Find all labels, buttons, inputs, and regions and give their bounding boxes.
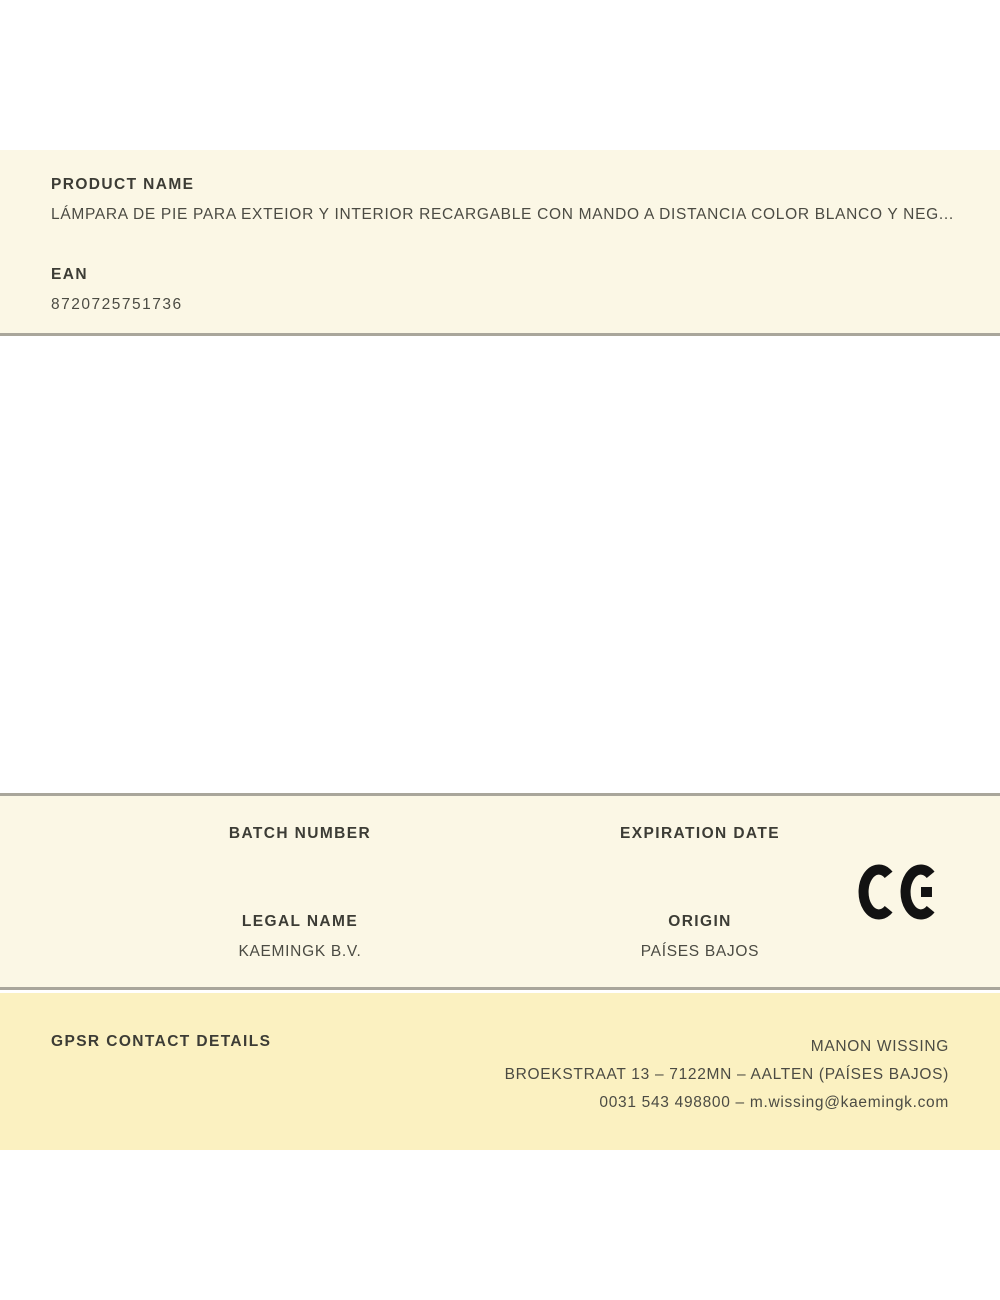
legal-name-value: KAEMINGK B.V. <box>238 943 362 960</box>
batch-info-section <box>0 793 1000 990</box>
origin-value: PAÍSES BAJOS <box>640 943 760 960</box>
gpsr-contact-details-label: GPSR CONTACT DETAILS <box>51 1033 272 1050</box>
product-info-section <box>0 150 1000 336</box>
legal-name-label: LEGAL NAME <box>241 913 359 930</box>
ce-mark-icon <box>858 864 942 920</box>
ean-value: 8720725751736 <box>51 296 183 313</box>
batch-number-label: BATCH NUMBER <box>228 825 372 842</box>
expiration-date-label: EXPIRATION DATE <box>620 825 780 842</box>
contact-address: BROEKSTRAAT 13 – 7122MN – AALTEN (PAÍSES BAJOS) <box>504 1066 949 1083</box>
ean-label: EAN <box>51 266 88 283</box>
contact-phone-email: 0031 543 498800 – m.wissing@kaemingk.com <box>599 1094 949 1111</box>
gpsr-contact-section <box>0 993 1000 1150</box>
gpsr-contact-block <box>505 1033 949 1117</box>
contact-name: MANON WISSING <box>810 1038 949 1055</box>
product-name-label: PRODUCT NAME <box>51 176 195 193</box>
product-name-value: LÁMPARA DE PIE PARA EXTEIOR Y INTERIOR RECARGABLE CON MANDO A DISTANCIA COLOR BLANCO Y NEG... <box>51 206 954 223</box>
origin-label: ORIGIN <box>668 913 732 930</box>
